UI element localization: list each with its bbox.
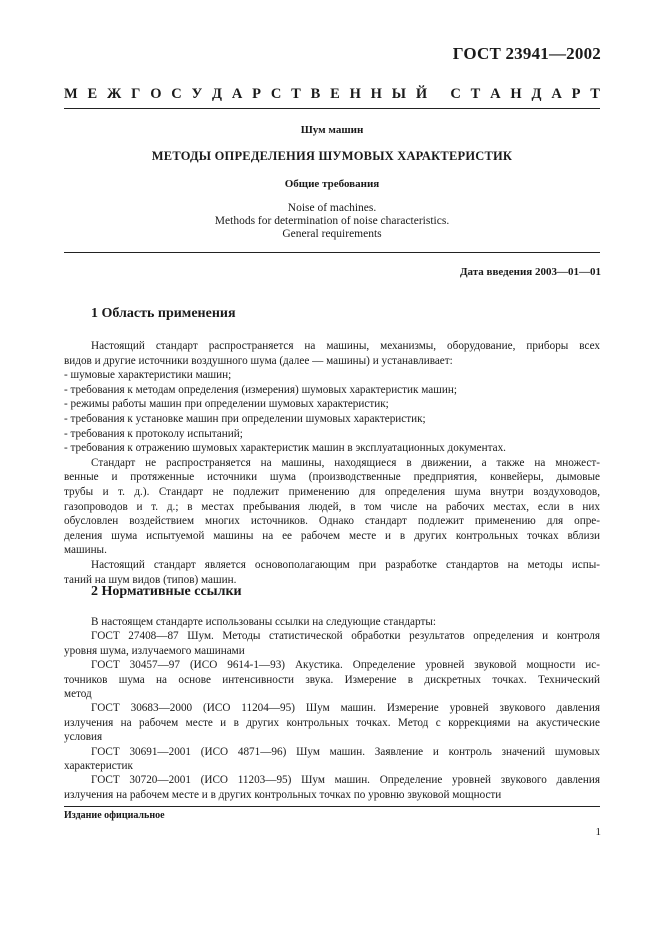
heading-letter: О	[150, 86, 162, 102]
body-text-line: Стандарт не распространяется на машины, находящиеся в движении, а также на множест-	[91, 456, 600, 469]
introduction-date: Дата введения 2003—01—01	[459, 266, 601, 278]
footer-divider	[64, 806, 600, 807]
body-text-line: - требования к установке машин при определении шумовых характеристик;	[64, 413, 426, 425]
body-text-line: метод	[64, 688, 92, 700]
body-text-line: излучения на рабочем месте и в других контрольных точках. Метод с коррекциями на акустические	[64, 716, 600, 729]
body-text-line: точников шума на основе интенсивности звука. Измерение в дискретных точках. Технический	[64, 673, 600, 686]
standard-subject: Шум машин	[300, 124, 364, 136]
heading-letter	[437, 86, 441, 103]
heading-letter: М	[64, 86, 78, 102]
heading-letter: Д	[531, 86, 542, 102]
heading-letter: Е	[87, 86, 98, 102]
heading-letter: У	[191, 86, 203, 102]
heading-letter: Н	[349, 86, 361, 102]
top-divider	[64, 108, 600, 109]
heading-letter: В	[310, 86, 321, 102]
body-text-line: обусловлен воздействием многих источников. Однако стандарт подлежит применению для опре-	[64, 515, 600, 528]
body-text-line: излучения на рабочем месте и в других контрольных точках по уровню звуковой мощности	[64, 788, 502, 801]
heading-letter: Ы	[391, 86, 406, 102]
heading-letter: Н	[510, 86, 522, 102]
heading-letter: А	[231, 86, 243, 102]
body-text-line: машины.	[64, 544, 107, 557]
heading-letter: Т	[470, 86, 481, 102]
heading-letter: Ж	[106, 86, 122, 102]
body-text-line: таний на шум видов (типов) машин.	[64, 573, 237, 586]
interstate-standard-heading	[64, 86, 600, 103]
heading-letter: Т	[291, 86, 301, 102]
section-heading-references: 2 Нормативные ссылки	[91, 584, 242, 599]
page-number: 1	[595, 826, 601, 838]
body-text-line: газопроводов и т. д.; в местах пребывания людей, в том числе на рабочих местах, если в них	[64, 500, 600, 513]
heading-letter: Р	[252, 86, 261, 102]
section-heading-scope: 1 Область применения	[91, 306, 236, 321]
english-title-line: Noise of machines.	[287, 202, 377, 214]
heading-letter: Р	[571, 86, 581, 102]
body-text-line: видов и другие источники воздушного шума (далее — машины) и устанавливает:	[64, 354, 453, 367]
body-text-line: В настоящем стандарте использованы ссылки на следующие стандарты:	[91, 616, 436, 628]
standard-title: МЕТОДЫ ОПРЕДЕЛЕНИЯ ШУМОВЫХ ХАРАКТЕРИСТИК	[151, 149, 513, 163]
edition-note: Издание официальное	[64, 810, 165, 821]
heading-letter: А	[551, 86, 562, 102]
document-code: ГОСТ 23941—2002	[452, 44, 601, 63]
body-text-line: трубы и т. д.). Стандарт не подлежит применению для определения шума внутри воздуховодов,	[64, 486, 600, 498]
body-text-line: ГОСТ 30683—2000 (ИСО 11204—95) Шум машин. Измерение уровней звукового давления	[91, 702, 600, 715]
body-text-line: условия	[64, 731, 103, 744]
body-text-line: - требования к отражению шумовых характеристик машин в эксплуатационных документах.	[64, 442, 506, 455]
body-text-line: ГОСТ 30691—2001 (ИСО 4871—96) Шум машин. Заявление и контроль значений шумовых	[91, 745, 600, 758]
heading-letter: Н	[370, 86, 382, 102]
heading-letter: А	[490, 86, 501, 102]
heading-letter: С	[450, 86, 461, 102]
body-text-line: уровня шума, излучаемого машинами	[64, 644, 245, 657]
heading-letter: Г	[131, 86, 141, 102]
body-text-line: ГОСТ 27408—87 Шум. Методы статистической обработки результатов определения и контроля	[91, 630, 600, 643]
english-title-line: General requirements	[282, 228, 382, 240]
body-text-line: - требования к протоколу испытаний;	[64, 427, 243, 440]
heading-letter: С	[270, 86, 282, 102]
heading-letter: Е	[330, 86, 340, 102]
heading-letter: Д	[212, 86, 223, 102]
standard-subtitle: Общие требования	[284, 178, 380, 190]
body-text-line: характеристик	[64, 760, 133, 772]
body-text-line: Настоящий стандарт распространяется на машины, механизмы, оборудование, приборы всех	[91, 340, 600, 352]
english-title-line: Methods for determination of noise characteristics.	[214, 215, 450, 227]
body-text-line: деления шума испытуемой машины на ее рабочем месте и в других контрольных точках вблизи	[64, 529, 600, 542]
body-text-line: ГОСТ 30457—97 (ИСО 9614-1—93) Акустика. Определение уровней звуковой мощности ис-	[91, 659, 600, 672]
heading-letter: С	[171, 86, 182, 102]
body-text-line: - требования к методам определения (измерения) шумовых характеристик машин;	[64, 383, 457, 396]
body-text-line: Настоящий стандарт является основополагающим при разработке стандартов на методы испы-	[91, 559, 600, 571]
title-divider	[64, 252, 600, 253]
body-text-line: - режимы работы машин при определении шумовых характеристик;	[64, 398, 389, 411]
body-text-line: венные и протяженные источники шума (производственные предприятия, конвейеры, дымовые	[64, 471, 600, 484]
body-text-line: - шумовые характеристики машин;	[64, 369, 232, 382]
heading-letter: Т	[590, 86, 600, 102]
body-text-line: ГОСТ 30720—2001 (ИСО 11203—95) Шум машин. Определение уровней звукового давления	[91, 774, 600, 787]
heading-letter: Й	[415, 86, 428, 102]
